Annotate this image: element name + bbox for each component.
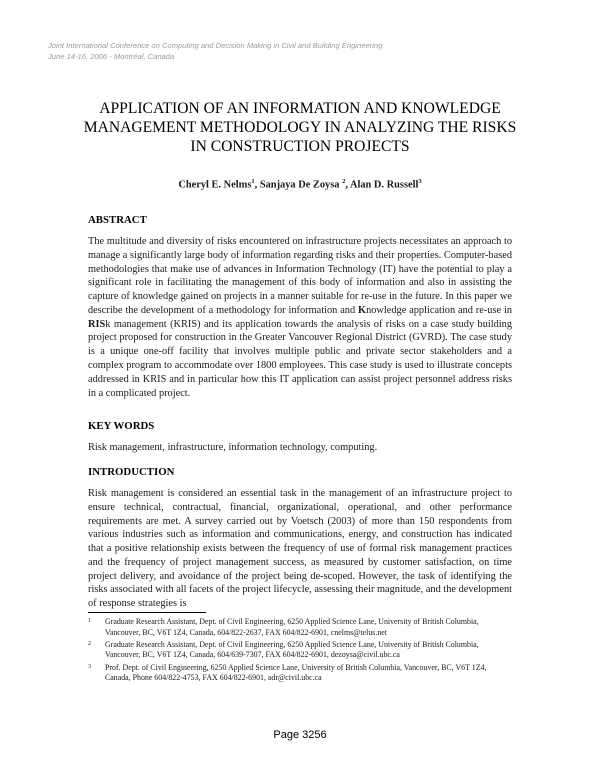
footnote-text: Graduate Research Assistant, Dept. of Civil Engineering, 6250 Applied Science Lane, University of British Columbia, Vancouver, BC, V6T 1Z4, Canada, 604/639-7307, FAX 604/822-6901, dezoysa@civil.ubc.ca <box>105 639 479 660</box>
conference-header <box>48 40 468 62</box>
abstract-text-2: nowledge application and re-use in <box>366 304 512 316</box>
author-separator: , <box>345 179 350 191</box>
page-number: Page 3256 <box>273 729 327 741</box>
author-affiliation-marker: 1 <box>251 178 255 185</box>
author-affiliation-marker: 3 <box>418 178 422 185</box>
footnote-text: Prof. Dept. of Civil Engineering, 6250 Applied Science Lane, University of British Columbia, Vancouver, BC, V6T 1Z4, Canada, Phone 604/822-4753, FAX 604/822-6901, adr@civil.ubc.ca <box>105 662 487 683</box>
introduction-body: Risk management is considered an essential task in the management of an infrastructure project to ensure technical, contractual, financial, organizational, operational, and other performance requirements are met. A survey carried out by Voetsch (2003) of more than 150 respondents from various industries such as information and communications, energy, and construction has indicated that a positive relationship exists between the frequency of use of formal risk management practices and the frequency of project management success, as measured by customer satisfaction, on time project delivery, and avoidance of the project being de-scoped. However, the task of identifying the risks associated with all facets of the project lifecycle, assessing their magnitude, and the development of response strategies is <box>88 488 512 610</box>
abstract-emphasis-k: K <box>358 304 367 316</box>
abstract-heading: ABSTRACT <box>88 214 147 226</box>
abstract-emphasis-ris: RIS <box>88 318 106 330</box>
author-name: Sanjaya De Zoysa <box>259 179 343 191</box>
footnote <box>88 663 512 684</box>
footnote <box>88 640 512 661</box>
abstract-text-3: k management (KRIS) and its application towards the analysis of risks on a case study building project proposed for construction in the Greater Vancouver Regional District (GVRD). The case study is a unique one-off facility that involves multiple public and private sector stakeholders and a complex program to accommodate over 1800 employees. This case study is used to illustrate concepts addressed in KRIS and in particular how this IT application can assist project personnel address risks in a complicated project. <box>88 318 512 399</box>
title-line-1: APPLICATION OF AN INFORMATION AND KNOWLEDGE <box>99 100 501 117</box>
title-line-2: MANAGEMENT METHODOLOGY IN ANALYZING THE RISKS <box>83 119 517 136</box>
introduction-heading: INTRODUCTION <box>88 466 175 478</box>
author-list <box>60 178 540 190</box>
conference-name: Joint International Conference on Computing and Decision Making in Civil and Building Engineering <box>48 41 383 50</box>
abstract-body <box>88 235 512 400</box>
author-affiliation-marker: 2 <box>342 178 346 185</box>
title-line-3: IN CONSTRUCTION PROJECTS <box>190 138 410 155</box>
footnotes <box>88 617 512 685</box>
conference-date: June 14-16, 2006 - Montréal, Canada <box>48 52 175 61</box>
footnote-number: 1 <box>88 618 91 624</box>
author-name: Alan D. Russell <box>349 179 419 191</box>
keywords-text: Risk management, infrastructure, information technology, computing. <box>88 442 378 453</box>
abstract-text-1: The multitude and diversity of risks encountered on infrastructure projects necessitates an approach to manage a significantly large body of information regarding risks and their properties. Computer-based methodologies that make use of advances in Information Technology (IT) have the potential to play a significant role in facilitating the management of this body of information and also in assisting the capture of knowledge gained on projects in a manner suitable for re-use in the future. In this paper we describe the development of a methodology for information and <box>88 236 512 316</box>
footnote-text: Graduate Research Assistant, Dept. of Civil Engineering, 6250 Applied Science Lane, University of British Columbia, Vancouver, BC, V6T 1Z4, Canada, 604/822-2637, FAX 604/822-6901, cnelms@telus.net <box>105 617 479 637</box>
footnote-divider <box>88 612 206 613</box>
footnote-number: 3 <box>88 663 91 670</box>
author-name: Cheryl E. Nelms <box>178 179 252 191</box>
author-separator: , <box>254 179 260 191</box>
footnote-number: 2 <box>88 640 91 647</box>
keywords-heading: KEY WORDS <box>88 420 155 432</box>
footnote <box>88 617 512 638</box>
paper-title <box>60 99 540 156</box>
